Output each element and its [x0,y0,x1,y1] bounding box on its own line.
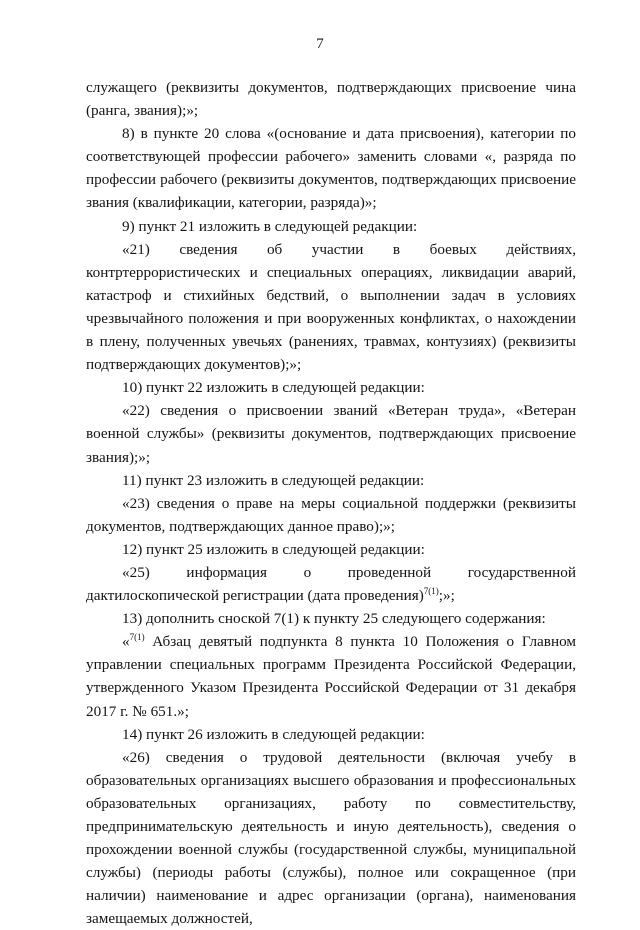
clause-25-end: ;»; [438,587,455,605]
paragraph-continuation: служащего (реквизиты документов, подтверждающих присвоение чина (ранга, звания);»; [86,79,576,120]
footnote-body: Абзац девятый подпункта 8 пункта 10 Положения о Главном управлении специальных программ Президента Российской Федерации, утвержденного Указом Президента Российской Федерации от 31 декабря 2017 г. № 651.»; [86,633,576,720]
paragraph-item-8: 8) в пункте 20 слова «(основание и дата присвоения), категории по соответствующей профессии рабочего» заменить словами «, разряда по профессии рабочего (реквизиты документов, подтверждающих присвоение звания (квалификации, категории, разряда)»; [86,125,576,212]
footnote-reference: 7(1) [423,586,439,597]
page-number: 7 [316,36,324,52]
document-body [86,76,576,930]
paragraph-item-11: 11) пункт 23 изложить в следующей редакции: [122,471,425,489]
clause-25-text: «25) информация о проведенной государственной дактилоскопической регистрации (дата проведения) [86,563,576,605]
paragraph-clause-21: «21) сведения об участии в боевых действиях, контртеррористических и специальных операциях, ликвидации аварий, катастроф и стихийных бедствий, о выполнении задач в условиях чрезвычайного положения и при вооруженных конфликтах, о нахождении в плену, полученных увечьях (ранениях, травмах, контузиях) (реквизиты подтверждающих документов);»; [86,240,576,374]
paragraph-clause-22: «22) сведения о присвоении званий «Ветеран труда», «Ветеран военной службы» (реквизиты документов, подтверждающих присвоение звания);»; [86,402,576,466]
paragraph-clause-26: «26) сведения о трудовой деятельности (включая учебу в образовательных организациях высшего образования и профессиональных образовательных организациях, работу по совместительству, предпринимательскую деятельность и иную деятельность), сведения о прохождении военной службы (государственной службы, муниципальной службы) (периоды работы (службы), полное или сокращенное (при наличии) наименование и адрес организации (органа), наименования замещаемых должностей, [86,748,576,928]
paragraph-item-13: 13) дополнить сноской 7(1) к пункту 25 следующего содержания: [122,610,546,628]
footnote-marker: 7(1) [129,632,145,643]
paragraph-item-12: 12) пункт 25 изложить в следующей редакции: [122,540,425,558]
paragraph-item-9: 9) пункт 21 изложить в следующей редакции: [122,217,418,235]
paragraph-item-14: 14) пункт 26 изложить в следующей редакции: [122,725,425,743]
paragraph-item-10: 10) пункт 22 изложить в следующей редакции: [122,379,425,397]
paragraph-clause-23: «23) сведения о праве на меры социальной поддержки (реквизиты документов, подтверждающих данное право);»; [86,494,576,535]
paragraph-clause-25 [86,561,576,607]
footnote-open-quote: « [122,633,130,651]
paragraph-footnote-text [86,630,576,722]
